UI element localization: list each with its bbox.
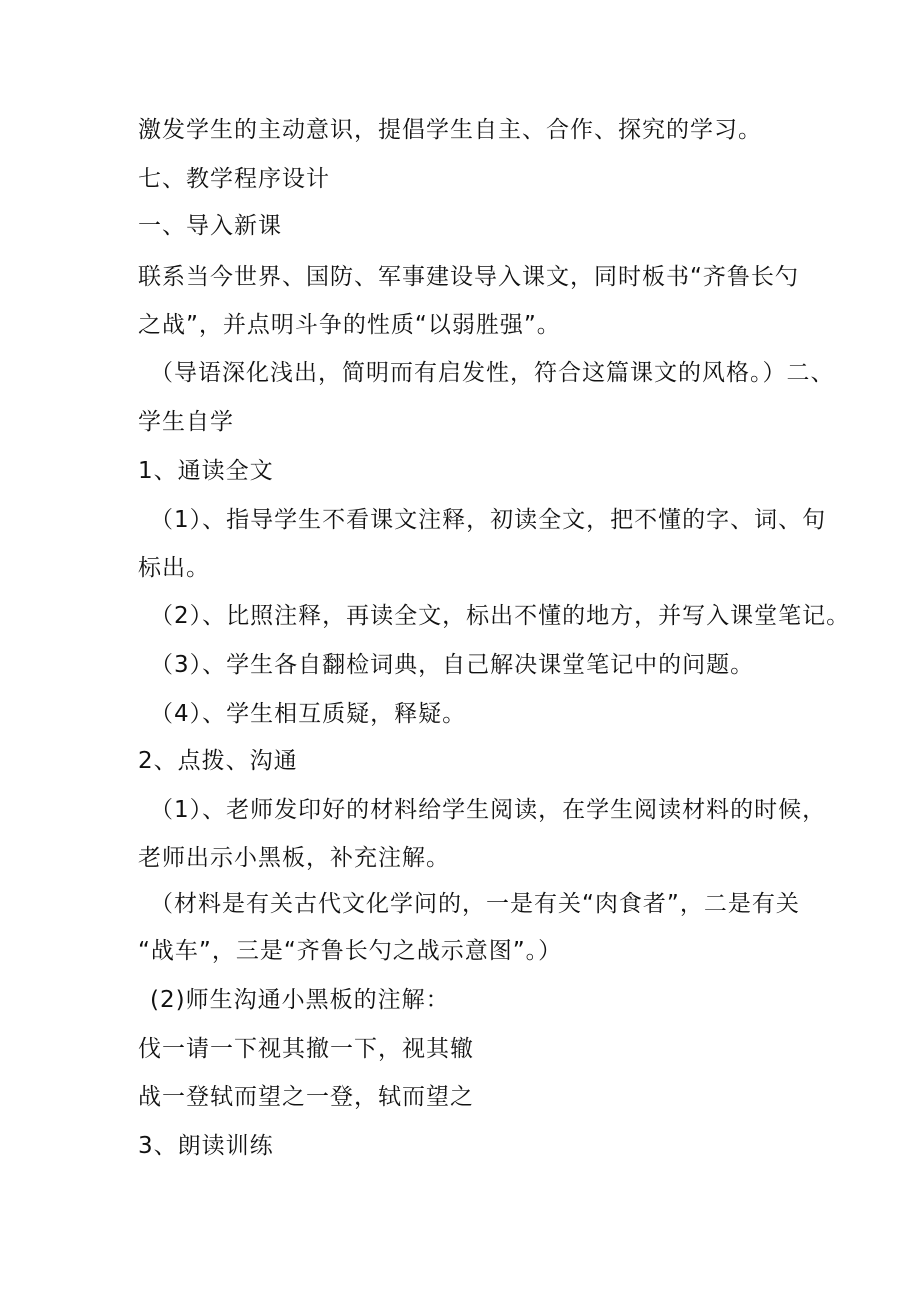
body-text-line: “战车”，三是“齐鲁长勺之战示意图”。） [138, 938, 563, 964]
item-heading: 1、通读全文 [138, 458, 274, 484]
body-text-line: 伐一请一下视其撤一下，视其辙 [138, 1036, 474, 1062]
item-heading: 3、朗读训练 [138, 1133, 274, 1159]
body-text-line: 之战”，并点明斗争的性质“以弱胜强”。 [138, 312, 561, 338]
body-text-line: 标出。 [138, 555, 210, 581]
body-text-line: (2)师生沟通小黑板的注解： [150, 987, 450, 1013]
body-text-line: （2）、比照注释，再读全文，标出不懂的地方，并写入课堂笔记。 [150, 603, 851, 629]
body-text-line: 联系当今世界、国防、军事建设导入课文，同时板书“齐鲁长勺 [138, 264, 799, 290]
subsection-heading: 一、导入新课 [138, 213, 282, 239]
body-text-line: 激发学生的主动意识，提倡学生自主、合作、探究的学习。 [138, 117, 762, 143]
body-text-line: 老师出示小黑板，补充注解。 [138, 845, 450, 871]
subsection-heading: 学生自学 [138, 409, 234, 435]
body-text-line: （4）、学生相互质疑，释疑。 [150, 701, 467, 727]
body-text-line: 战一登轼而望之一登，轼而望之 [138, 1084, 474, 1110]
item-heading: 2、点拨、沟通 [138, 748, 298, 774]
body-text-line: （导语深化浅出，简明而有启发性，符合这篇课文的风格。）二、 [150, 360, 835, 386]
body-text-line: （3）、学生各自翻检词典，自己解决课堂笔记中的问题。 [150, 652, 755, 678]
body-text-line: （1）、老师发印好的材料给学生阅读，在学生阅读材料的时候， [150, 797, 827, 823]
body-text-line: （1）、指导学生不看课文注释，初读全文，把不懂的字、词、句 [150, 507, 827, 533]
section-heading: 七、教学程序设计 [138, 166, 330, 192]
body-text-line: （材料是有关古代文化学问的，一是有关“肉食者”，二是有关 [150, 891, 800, 917]
